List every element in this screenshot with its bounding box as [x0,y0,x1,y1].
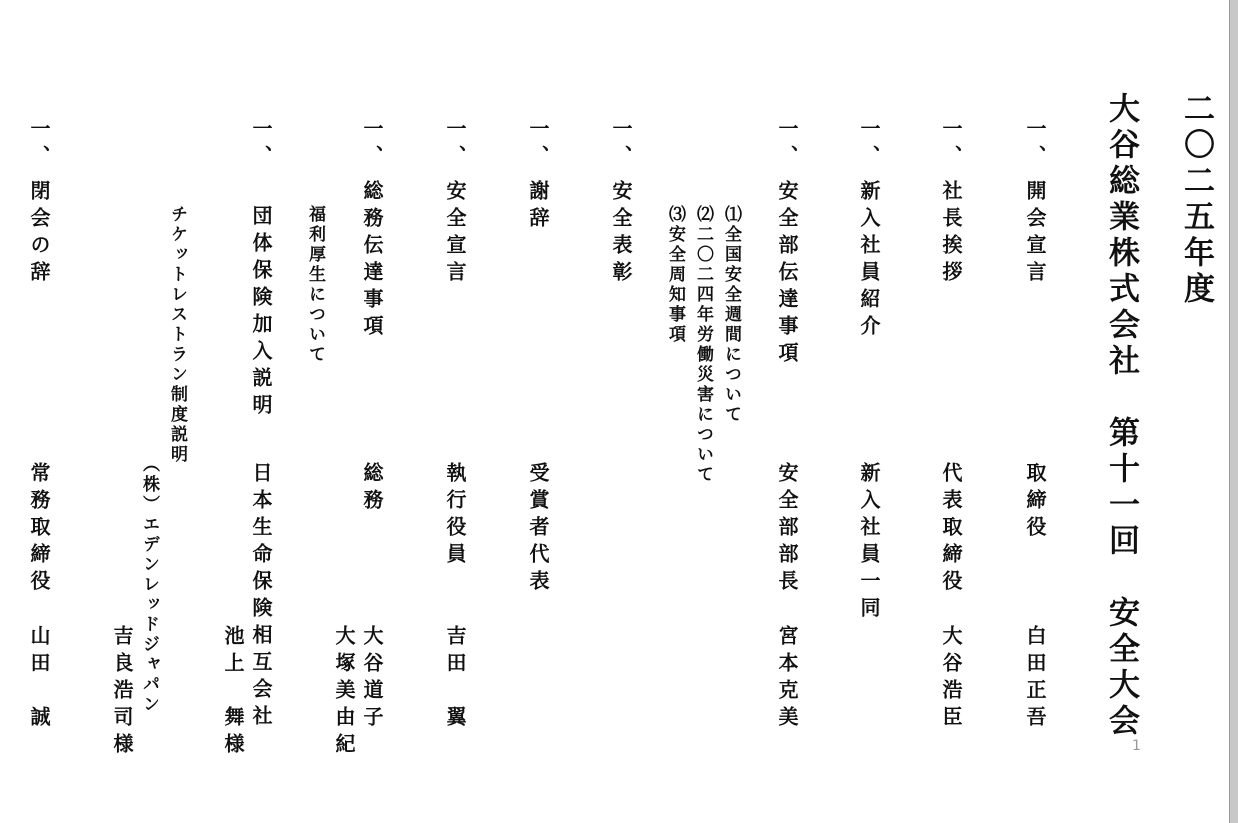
item-name: 大谷道子 [360,625,384,733]
sub-item: ⑶安全周知事項 [665,205,685,345]
sub-item: ⑵二〇二四年労働災害について [693,205,713,485]
item-label: 安全表彰 [609,180,633,288]
item-role: 執行役員 [443,462,467,570]
item-name: 吉田 翼 [443,625,467,733]
item-role: 総務 [360,462,384,516]
item-marker: 一、 [1023,118,1047,172]
item-role: 日本生命保険相互会社 [249,462,273,732]
title-year: 二〇二五年度 [1178,92,1214,308]
item-marker: 一、 [443,118,467,172]
item-label: 社長挨拶 [939,180,963,288]
item-marker: 一、 [249,118,273,172]
item-label: 謝辞 [526,180,550,234]
item-label: 開会宣言 [1023,180,1047,288]
item-label: 安全部伝達事項 [775,180,799,369]
sub-item: チケットレストラン制度説明 [167,205,187,465]
page-edge [1229,0,1238,823]
item-name: 宮本克美 [775,625,799,733]
item-marker: 一、 [526,118,550,172]
sub-item: ⑴全国安全週間について [721,205,741,425]
item-marker: 一、 [775,118,799,172]
item-role: 新入社員一同 [857,462,881,624]
item-label: 総務伝達事項 [360,180,384,342]
item-label: 安全宣言 [443,180,467,288]
sub-item: 福利厚生について [305,205,325,365]
item-label: 閉会の辞 [27,180,51,288]
item-role: 常務取締役 [27,462,51,597]
item-name: 吉良浩司様 [110,625,134,760]
item-label: 団体保険加入説明 [249,205,273,421]
item-role: 代表取締役 [939,462,963,597]
item-name: 山田 誠 [27,625,51,733]
item-label: 新入社員紹介 [857,180,881,342]
item-name: 大谷浩臣 [939,625,963,733]
item-role: 受賞者代表 [526,462,550,597]
sub-role: （株）エデンレッドジャパン [139,455,159,715]
item-name: 池上 舞様 [221,625,245,760]
item-marker: 一、 [27,118,51,172]
item-marker: 一、 [939,118,963,172]
title-event: 大谷総業株式会社 第十一回 安全大会 [1103,92,1139,740]
item-name: 大塚美由紀 [332,625,356,760]
item-role: 取締役 [1023,462,1047,543]
item-marker: 一、 [857,118,881,172]
page-number: 1 [1132,738,1141,754]
item-name: 白田正吾 [1023,625,1047,733]
item-role: 安全部部長 [775,462,799,597]
item-marker: 一、 [360,118,384,172]
item-marker: 一、 [609,118,633,172]
